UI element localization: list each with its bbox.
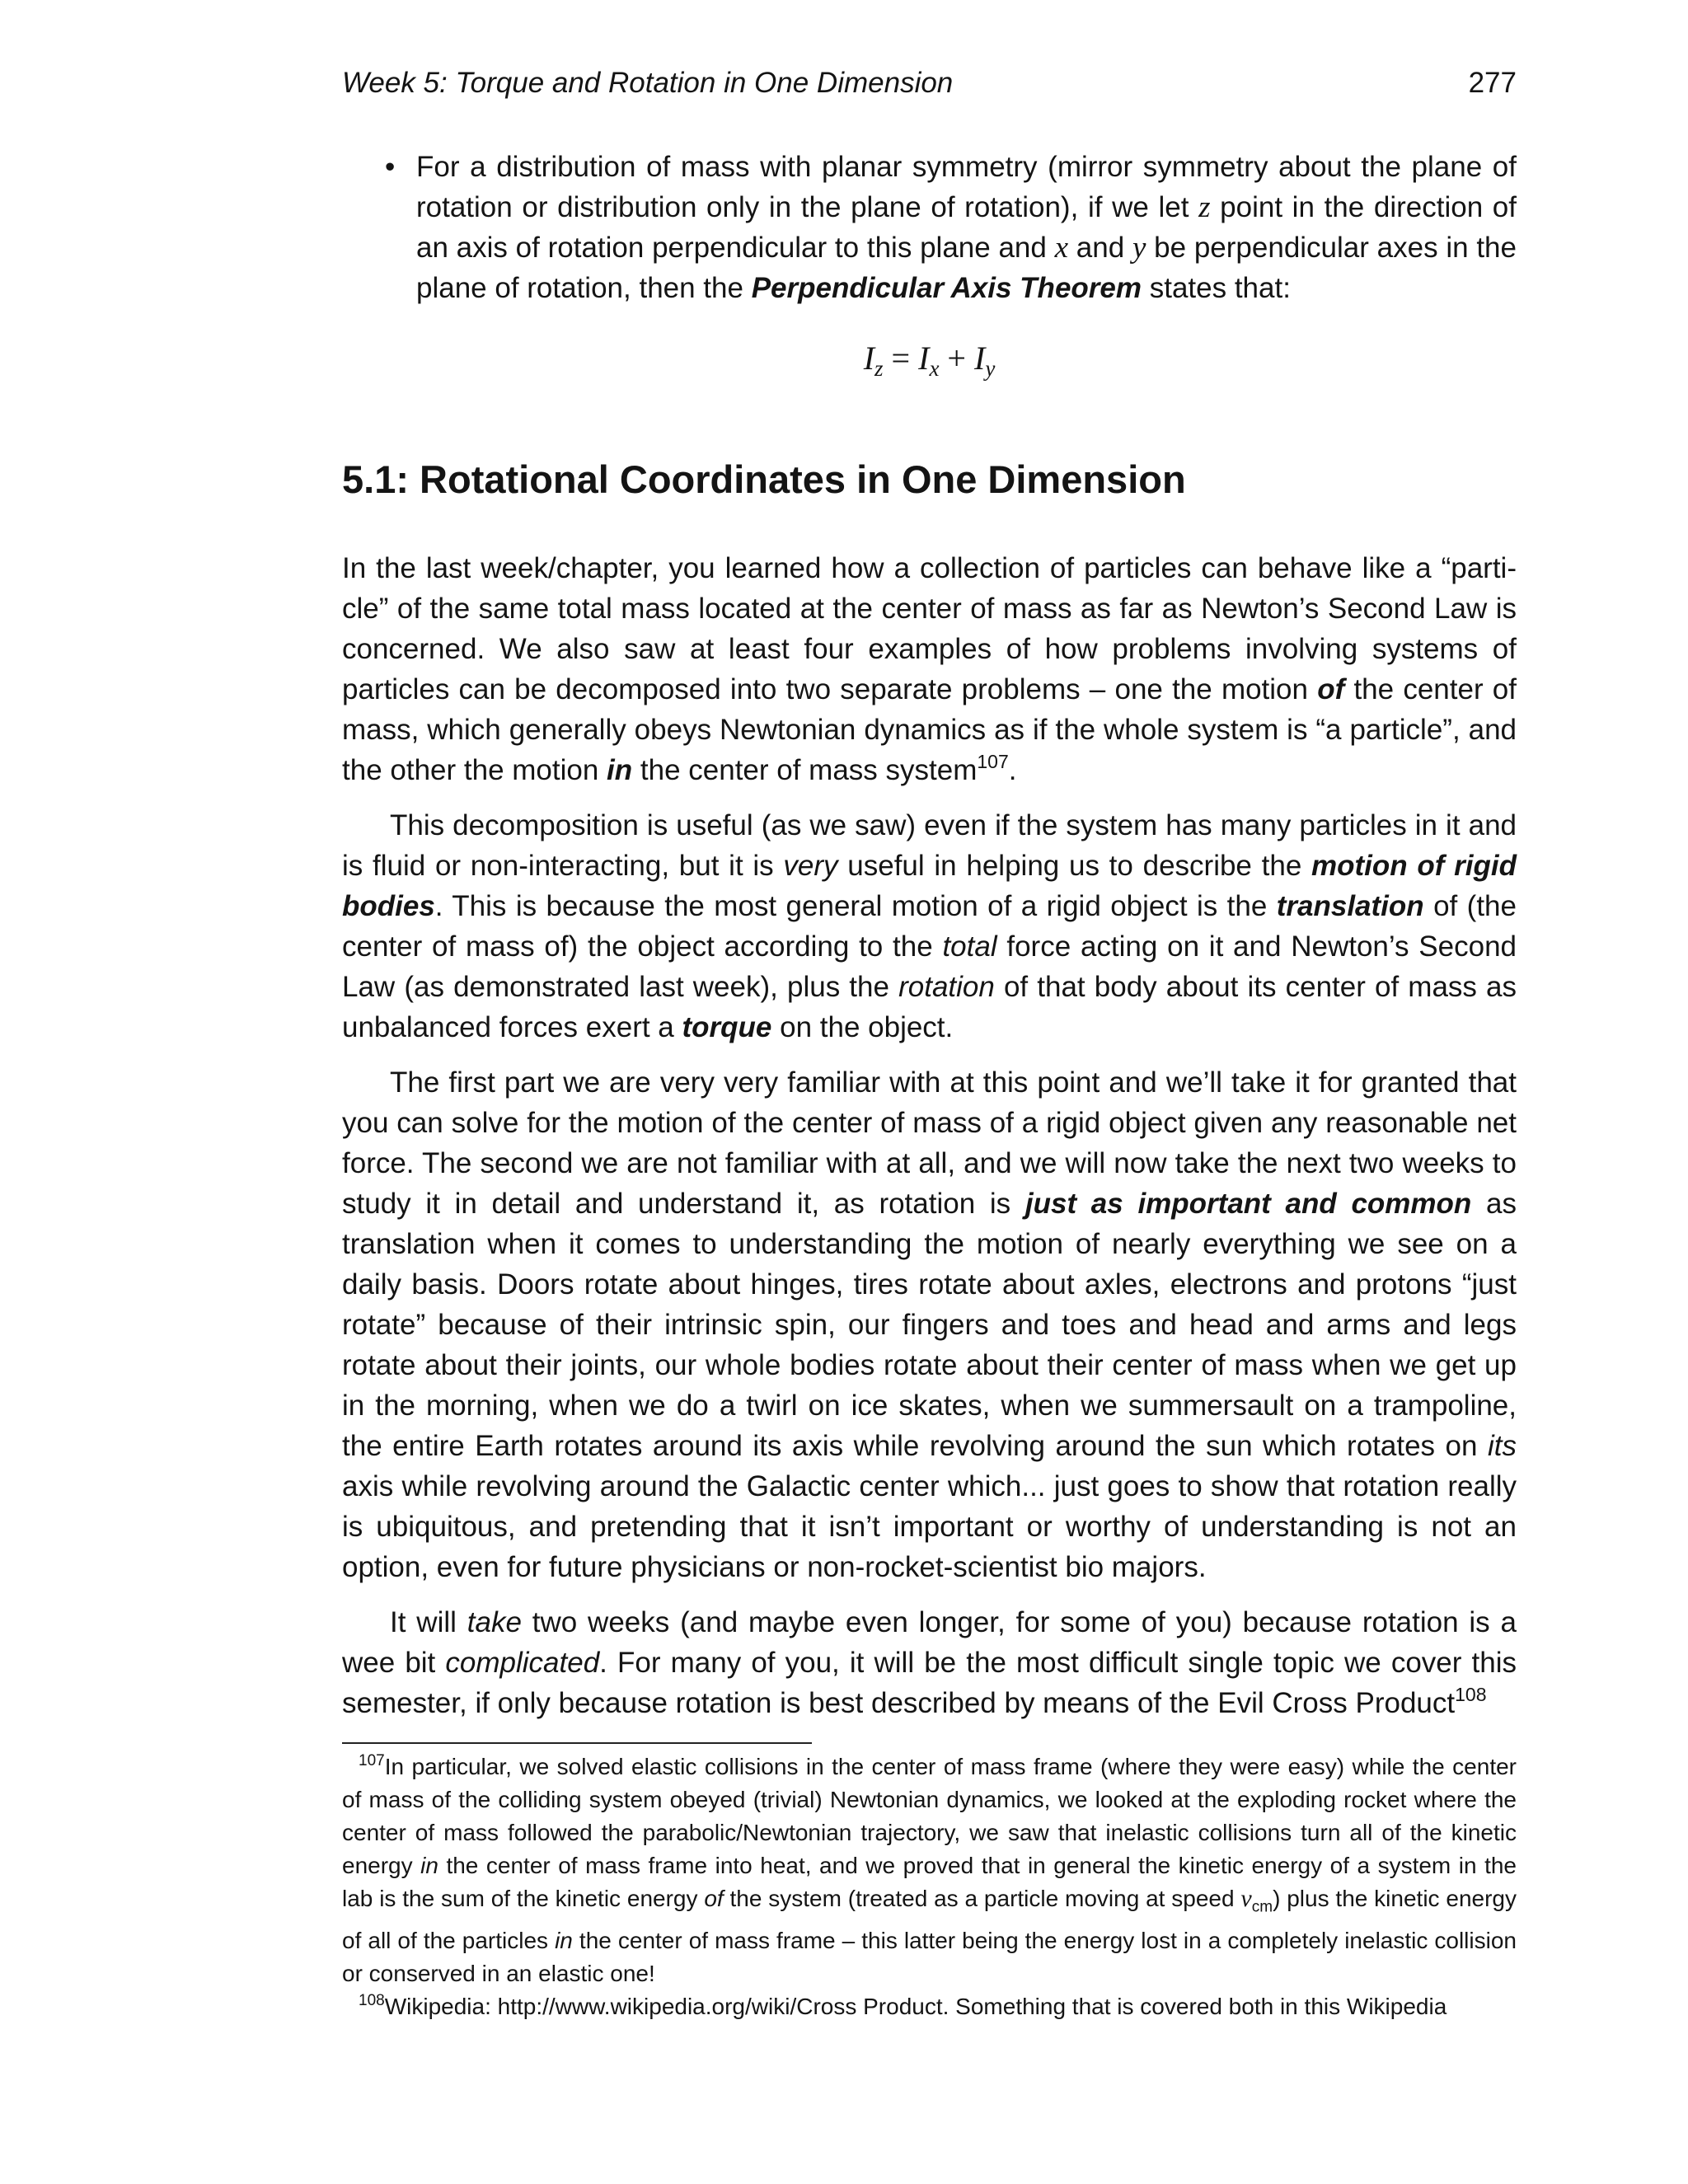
text-run: the center of mass frame – this latter being the energy lost in a completely inelastic collision or conserved in an elastic one!: [342, 1927, 1517, 1986]
footnote-number: 108: [359, 1991, 385, 2009]
text-run: It will: [390, 1606, 467, 1638]
body-text: [342, 548, 1517, 1738]
text-run: useful in helping us to describe the: [837, 850, 1312, 882]
page-number: 277: [1468, 67, 1517, 99]
text-run: In the last week/chapter, you learned how a collection of particles can behave like a “particle” of the same total mass located at the center of mass as far as Newton’s Second Law is concerned. We also saw at least four examples of how problems involving systems of particles can be decomposed into two separate problems – one the motion: [342, 552, 1517, 705]
running-header: [342, 66, 1517, 101]
footnote-ref-107[interactable]: 107: [977, 751, 1009, 772]
math-var-z: z: [1198, 190, 1211, 224]
emphasis: translation: [1276, 890, 1424, 922]
text-run: states that:: [1142, 272, 1291, 304]
text-run: ) plus the kinetic energy of all of the particles: [342, 1886, 1517, 1953]
text-run: be perpendicular axes in the plane of rotation, then the: [416, 232, 1517, 304]
text-run: of (the center of mass of) the object according to the: [342, 890, 1517, 963]
math-var-x: x: [1054, 231, 1069, 265]
emphasis: of: [704, 1886, 724, 1911]
text-run: axis while revolving around the Galactic center which... just goes to show that rotation really is ubiquitous, and pretending that it isn’t important or worthy of understanding is not an option, even for future physicians or non-rocket-scientist bio majors.: [342, 1470, 1517, 1583]
eq-operator: +: [939, 340, 974, 377]
text-run: the center of mass, which generally obeys Newtonian dynamics as if the whole system is “a particle”, and the other the motion: [342, 673, 1517, 786]
text-run: on the object.: [771, 1011, 954, 1043]
text-run: The first part we are very very familiar with at this point and we’ll take it for granted that you can solve for the motion of the center of mass of a rigid object given any reasonable net force. The second we are not familiar with at all, and we will now take the next two weeks to study it in detail and understand it, as rotation is: [342, 1066, 1517, 1220]
text-run: . This is because the most general motion of a rigid object is the: [434, 890, 1277, 922]
math-subscript: cm: [1251, 1898, 1273, 1916]
text-run: For a distribution of mass with planar symmetry (mirror symmetry about the plane of rotation or distribution only in the plane of rotation), if we let: [416, 151, 1517, 223]
text-run: point in the direction of an axis of rotation perpendicular to this plane and: [416, 191, 1517, 264]
emphasis: in: [607, 754, 633, 786]
emphasis: complicated: [445, 1647, 600, 1679]
math-var-y: y: [1132, 231, 1146, 265]
text-run: as translation when it comes to understanding the motion of nearly everything we see on a daily basis. Doors rotate about hinges, tires rotate about axles, electrons and protons “just rotate” because of their intrinsic spin, our fingers and toes and head and arms and legs rotate about their joints, our whole bodies rotate about their center of mass when we get up in the morning, when we do a twirl on ice skates, when we summersault on a trampoline, the entire Earth rotates around its axis while revolving around the sun which rotates on: [342, 1188, 1517, 1462]
footnotes: [342, 1750, 1517, 2023]
paragraph-1: [342, 548, 1517, 790]
text-run: the center of mass system: [632, 754, 978, 786]
eq-operator: =: [883, 340, 919, 377]
emphasis: torque: [682, 1011, 772, 1043]
text-run: Wikipedia: http://www.wikipedia.org/wiki/Cross Product. Something that is covered both in this Wikipedia: [384, 1993, 1447, 2019]
text-run: force acting on it and Newton’s Second Law (as demonstrated last week), plus the: [342, 930, 1517, 1003]
text-run: and: [1068, 232, 1132, 264]
emphasis: take: [467, 1606, 522, 1638]
paragraph-3: [342, 1062, 1517, 1587]
bullet-item: [342, 147, 1517, 308]
text-run: the system (treated as a particle moving at speed: [723, 1886, 1241, 1911]
emphasis: motion of rigid bodies: [342, 850, 1517, 922]
text-run: the center of mass frame into heat, and we proved that in general the kinetic energy of a system in the lab is the sum of the kinetic energy: [342, 1853, 1517, 1911]
math-var-v: v: [1240, 1885, 1252, 1912]
footnote-divider: [342, 1742, 812, 1744]
text-run: .: [1008, 754, 1017, 786]
text-run: two weeks (and maybe even longer, for some of you) because rotation is a wee bit: [342, 1606, 1517, 1679]
theorem-name: Perpendicular Axis Theorem: [751, 272, 1142, 304]
footnote-107: [342, 1750, 1517, 1990]
eq-subscript: y: [985, 356, 996, 381]
eq-subscript: x: [929, 356, 940, 381]
eq-symbol: I: [918, 340, 930, 377]
paragraph-2: [342, 805, 1517, 1047]
section-heading: 5.1: Rotational Coordinates in One Dimension: [342, 457, 1186, 501]
emphasis: in: [420, 1853, 438, 1878]
bullet-text: [416, 147, 1517, 308]
eq-symbol: I: [863, 340, 875, 377]
footnote-number: 107: [359, 1752, 385, 1769]
emphasis: its: [1488, 1430, 1517, 1462]
perpendicular-axis-equation: [342, 338, 1517, 389]
paragraph-4: [342, 1602, 1517, 1723]
eq-symbol: I: [973, 340, 986, 377]
footnote-ref-108[interactable]: 108: [1455, 1684, 1487, 1705]
text-run: of that body about its center of mass as unbalanced forces exert a: [342, 971, 1517, 1043]
text-run: . For many of you, it will be the most difficult single topic we cover this semester, if only because rotation is best described by means of the Evil Cross Product: [342, 1647, 1517, 1719]
emphasis: very: [783, 850, 838, 882]
emphasis: just as important and common: [1025, 1188, 1472, 1220]
emphasis: rotation: [898, 971, 995, 1003]
emphasis: total: [942, 930, 997, 963]
emphasis: of: [1317, 673, 1345, 705]
bullet-marker: •: [385, 151, 396, 183]
text-run: In particular, we solved elastic collisions in the center of mass frame (where they were easy) while the center of mass of the colliding system obeyed (trivial) Newtonian dynamics, we looked at the exploding rocket where the center of mass followed the parabolic/Newtonian trajectory, we saw that inelastic collisions turn all of the kinetic energy: [342, 1754, 1517, 1878]
footnote-108: [342, 1990, 1517, 2023]
text-run: This decomposition is useful (as we saw) even if the system has many particles in it and is fluid or non-interacting, but it is: [342, 809, 1517, 882]
eq-subscript: z: [874, 356, 884, 381]
running-title: Week 5: Torque and Rotation in One Dimension: [342, 67, 954, 99]
emphasis: in: [555, 1927, 573, 1953]
